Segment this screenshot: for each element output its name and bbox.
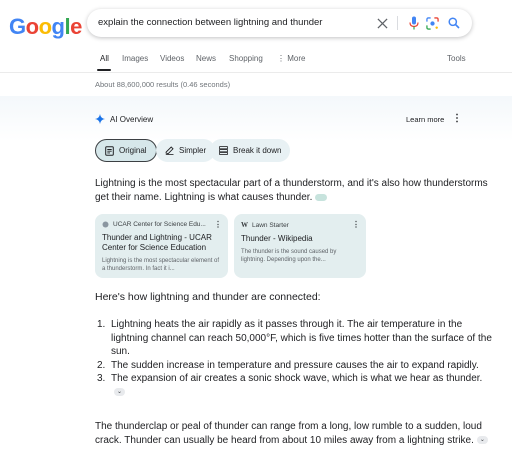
tab-videos[interactable]: Videos <box>160 54 185 63</box>
clear-icon[interactable] <box>373 14 391 32</box>
card-source-name: UCAR Center for Science Edu... <box>113 221 206 228</box>
ai-intro-paragraph <box>95 177 490 205</box>
list-item <box>97 372 492 399</box>
ai-overview-title: AI Overview <box>110 114 154 124</box>
ai-overview-header <box>95 114 153 124</box>
logo-letter: o <box>25 14 39 39</box>
result-stats: About 88,600,000 results (0.46 seconds) <box>95 80 231 89</box>
outro-text: The thunderclap or peal of thunder can range from a long, low rumble to a sudden, loud crack. Thunder can usually be heard from about 10 miles away from a lightning strike. <box>95 421 482 446</box>
tab-images[interactable]: Images <box>122 54 149 63</box>
google-logo[interactable] <box>9 14 82 40</box>
microphone-icon[interactable] <box>405 14 423 32</box>
chip-original[interactable] <box>95 139 157 162</box>
card-menu-icon[interactable]: ⋮ <box>214 220 222 229</box>
ucar-favicon-icon <box>102 221 109 228</box>
tab-tools[interactable]: Tools <box>447 54 466 63</box>
ai-overview-panel <box>0 96 512 467</box>
step-number: 1. <box>97 319 106 330</box>
step-text: Lightning heats the air rapidly as it passes through it. The air temperature in the lightning channel can reach 50,000°F, which is five times hotter than the surface of the sun. <box>111 319 492 357</box>
card-title[interactable]: Thunder - Wikipedia <box>241 234 313 243</box>
ai-outro-paragraph <box>95 420 490 448</box>
search-input[interactable]: explain the connection between lightning and thunder <box>98 17 323 28</box>
search-tabs <box>0 48 512 72</box>
card-snippet: Lightning is the most spectacular element of a thunderstorm. In fact it i... <box>102 258 220 272</box>
tab-news[interactable]: News <box>196 54 217 63</box>
source-link-icon[interactable] <box>315 194 327 201</box>
section-heading: Here's how lightning and thunder are connected: <box>95 291 321 303</box>
chip-original-label: Original <box>119 146 147 155</box>
tabs-divider <box>0 72 512 73</box>
more-dots-icon: ⋮ <box>277 54 285 63</box>
step-number: 3. <box>97 373 106 384</box>
logo-letter: e <box>70 14 82 39</box>
card-title[interactable]: Thunder and Lightning - UCAR Center for Science Education <box>102 233 212 252</box>
logo-letter: l <box>64 14 71 39</box>
card-source-name: Lawn Starter <box>252 221 289 229</box>
tab-more-label: More <box>287 54 306 63</box>
active-tab-indicator <box>97 69 111 71</box>
search-box[interactable] <box>87 9 472 37</box>
tab-all[interactable]: All <box>100 54 109 63</box>
source-card[interactable] <box>234 214 366 278</box>
overflow-menu-icon[interactable]: ⋮ <box>452 113 462 124</box>
sparkle-icon <box>95 114 105 124</box>
logo-letter: g <box>51 14 65 39</box>
tab-more[interactable] <box>277 54 305 63</box>
list-item <box>97 359 492 373</box>
source-card[interactable] <box>95 214 228 278</box>
logo-letter: o <box>38 14 52 39</box>
chevron-down-icon[interactable]: ⌄ <box>114 388 125 396</box>
edit-icon <box>165 146 174 155</box>
wikipedia-favicon-icon: W <box>241 221 248 229</box>
search-icon[interactable] <box>445 14 463 32</box>
step-text: The sudden increase in temperature and pressure causes the air to expand rapidly. <box>111 359 479 371</box>
learn-more-link[interactable]: Learn more <box>406 115 445 124</box>
card-source <box>241 221 359 229</box>
card-snippet: The thunder is the sound caused by lightning. Depending upon the... <box>241 249 337 263</box>
tab-shopping[interactable]: Shopping <box>229 54 263 63</box>
chip-break-it-down[interactable] <box>210 139 290 162</box>
card-source <box>102 221 221 228</box>
step-number: 2. <box>97 359 106 371</box>
card-menu-icon[interactable]: ⋮ <box>352 220 360 229</box>
intro-text: Lightning is the most spectacular part of a thunderstorm, and it's also how thunderstorms get their name. Lightning is what causes thunder. <box>95 178 488 203</box>
list-icon <box>219 146 228 155</box>
logo-letter: G <box>9 14 26 39</box>
chip-simpler[interactable] <box>156 139 215 162</box>
lens-icon[interactable] <box>423 14 441 32</box>
chevron-down-icon[interactable]: ⌄ <box>477 436 488 444</box>
step-text: The expansion of air creates a sonic shock wave, which is what we hear as thunder. <box>111 373 483 384</box>
steps-list <box>97 318 492 399</box>
document-icon <box>105 146 114 156</box>
searchbox-divider <box>397 16 398 30</box>
list-item <box>97 318 492 359</box>
chip-break-it-down-label: Break it down <box>233 146 282 155</box>
chip-simpler-label: Simpler <box>179 146 207 155</box>
